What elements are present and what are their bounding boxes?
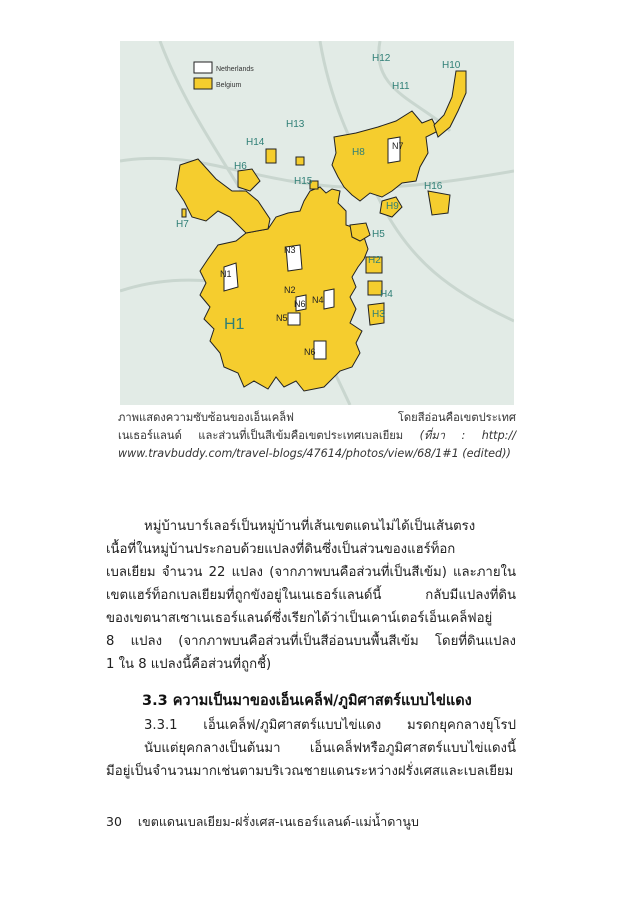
- label-h11: H11: [392, 81, 410, 92]
- page-footer: [106, 812, 419, 832]
- label-h15: H15: [294, 176, 313, 187]
- figure-caption: [118, 409, 516, 463]
- label-h7: H7: [176, 219, 189, 230]
- subsection-title: 3.3.1 เอ็นเคล็ฟ/ภูมิศาสตร์แบบไข่แดง มรดกยุคกลางยุโรป: [144, 718, 516, 733]
- page-number: 30: [106, 814, 122, 829]
- label-n4: N4: [312, 295, 324, 305]
- enclave-h8: [332, 111, 438, 201]
- section-line: มีอยู่เป็นจำนวนมากเช่นตามบริเวณชายแดนระหว่างฝรั่งเศสและเบลเยียม: [106, 764, 514, 779]
- enclave-h1-arm: [176, 159, 270, 233]
- section-line: นับแต่ยุคกลางเป็นต้นมา เอ็นเคล็ฟหรือภูมิศาสตร์แบบไข่แดงนี้: [144, 741, 516, 756]
- enclave-h14: [296, 157, 304, 165]
- enclave-h10: [434, 71, 466, 137]
- enclave-h6: [238, 169, 260, 191]
- label-h5: H5: [372, 229, 385, 240]
- label-h9: H9: [386, 201, 399, 212]
- label-h10: H10: [442, 60, 461, 71]
- caption-source-url: www.travbuddy.com/travel-blogs/47614/photos/view/68/1#1 (edited)): [118, 447, 511, 460]
- enclave-h7: [182, 209, 186, 217]
- running-title: เขตแดนเบลเยียม-ฝรั่งเศส-เนเธอร์แลนด์-แม่น้ำดานูบ: [137, 814, 419, 829]
- section-body: [106, 714, 516, 783]
- caption-line-2-text: เนเธอร์แลนด์ และส่วนที่เป็นสีเข้มคือเขตประเทศเบลเยียม: [118, 429, 404, 442]
- label-n1: N1: [220, 269, 232, 279]
- label-n2: N2: [284, 285, 296, 295]
- label-h8: H8: [352, 147, 365, 158]
- label-n7: N7: [392, 141, 404, 151]
- paragraph-line: เนื้อที่ในหมู่บ้านประกอบด้วยแปลงที่ดินซึ่งเป็นส่วนของแฮร์ท็อก: [106, 542, 456, 557]
- caption-line-3: [118, 445, 516, 463]
- enclave-map: [120, 41, 514, 405]
- paragraph-line: เขตแฮร์ท็อกเบลเยียมที่ถูกขังอยู่ในเนเธอร์แลนด์นี้ กลับมีแปลงที่ดิน: [106, 588, 516, 603]
- legend-swatch-netherlands: [194, 62, 212, 73]
- paragraph-line: เบลเยียม จำนวน 22 แปลง (จากภาพบนคือส่วนที่เป็นสีเข้ม) และภายใน: [106, 565, 516, 580]
- caption-line-2: [118, 427, 516, 445]
- label-n3: N3: [284, 245, 296, 255]
- map-graphic: [120, 41, 514, 405]
- counter-enclave-n6: [314, 341, 326, 359]
- enclave-h13: [266, 149, 276, 163]
- label-n5: N5: [276, 313, 288, 323]
- counter-enclave-n4: [324, 289, 334, 309]
- paragraph-line: หมู่บ้านบาร์เลอร์เป็นหมู่บ้านที่เส้นเขตแดนไม่ได้เป็นเส้นตรง: [144, 519, 476, 534]
- legend-label-belgium: Belgium: [216, 82, 242, 89]
- legend-label-netherlands: Netherlands: [216, 66, 254, 73]
- enclave-h16: [428, 191, 450, 215]
- label-h16: H16: [424, 181, 443, 192]
- paragraph-line: ของเขตนาสเซาเนเธอร์แลนด์ซึ่งเรียกได้ว่าเป็นเคาน์เตอร์เอ็นเคล็ฟอยู่: [106, 611, 493, 626]
- label-h2: H2: [368, 255, 381, 266]
- label-n6: N6: [304, 347, 316, 357]
- counter-enclave-n5: [288, 313, 300, 325]
- legend-swatch-belgium: [194, 78, 212, 89]
- paragraph-line: 8 แปลง (จากภาพบนคือส่วนที่เป็นสีอ่อนบนพื้นสีเข้ม โดยที่ดินแปลง: [106, 634, 516, 649]
- label-n6a: N6: [294, 299, 306, 309]
- label-h14: H14: [246, 137, 265, 148]
- caption-line-1: ภาพแสดงความซับซ้อนของเอ็นเคล็ฟ โดยสีอ่อนคือเขตประเทศ: [118, 411, 516, 424]
- label-h12: H12: [372, 53, 391, 64]
- label-h1: H1: [224, 316, 245, 333]
- label-h3: H3: [372, 309, 385, 320]
- caption-source-label: (ที่มา : http://: [419, 429, 516, 442]
- label-h13: H13: [286, 119, 305, 130]
- label-h4: H4: [380, 289, 393, 300]
- paragraph-line: 1 ใน 8 แปลงนี้คือส่วนที่ถูกชี้): [106, 657, 272, 672]
- label-h6: H6: [234, 161, 247, 172]
- section-heading: 3.3 ความเป็นมาของเอ็นเคล็ฟ/ภูมิศาสตร์แบบไข่แดง: [142, 693, 472, 709]
- body-paragraph: [106, 515, 516, 676]
